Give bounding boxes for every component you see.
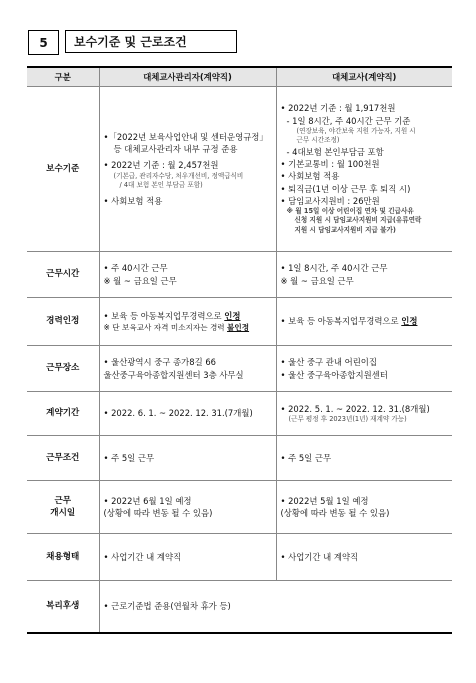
cell-pay-teacher xyxy=(276,87,452,252)
career-manager-note xyxy=(104,322,272,333)
period-teacher-line: • 2022. 5. 1. ~ 2022. 12. 31.(8개월) xyxy=(280,403,430,414)
cell-place-manager xyxy=(99,346,276,392)
section-header xyxy=(28,30,237,55)
table-row-conditions xyxy=(27,436,452,481)
cell-career-manager xyxy=(99,298,276,346)
header-teacher: 대체교사(계약직) xyxy=(276,67,452,87)
cell-welfare xyxy=(99,581,452,633)
row-label-pay: 보수기준 xyxy=(27,87,99,252)
header-manager: 대체교사관리자(계약직) xyxy=(99,67,276,87)
cell-conditions-teacher xyxy=(276,436,452,481)
hours-manager-line: • 주 40시간 근무 xyxy=(103,263,168,274)
cell-start-manager xyxy=(99,481,276,534)
row-label-period: 계약기간 xyxy=(27,392,99,436)
period-teacher-note: (근무 평정 후 2023년(1년) 재계약 가능) xyxy=(288,414,407,423)
career-note-emphasis: 불인정 xyxy=(227,323,250,333)
row-label-type: 채용형태 xyxy=(27,534,99,581)
career-manager-emphasis: 인정 xyxy=(224,310,241,321)
career-teacher-text: • 보육 등 아동복지업무경력으로 xyxy=(280,316,402,327)
type-manager-line: • 사업기간 내 계약직 xyxy=(103,551,182,562)
cell-type-teacher xyxy=(276,534,452,581)
pay-teacher-note: 신청 지원 시 담임교사지원비 지급(유류연락 xyxy=(294,216,422,225)
pay-manager-note: (기본급, 관리자수당, 처우개선비, 정액급식비 xyxy=(113,171,244,180)
cell-career-teacher xyxy=(276,298,452,346)
table-row-place xyxy=(27,346,452,392)
row-label-start xyxy=(27,481,99,534)
cell-start-teacher xyxy=(276,481,452,534)
cell-hours-manager xyxy=(99,252,276,298)
pay-manager-note: / 4대 보험 본인 부담금 포함) xyxy=(119,181,203,190)
pay-teacher-line: • 기본교통비 : 월 100천원 xyxy=(280,159,380,170)
career-note-text: ※ 단 보육교사 자격 미소지자는 경력 xyxy=(103,323,228,333)
hours-teacher-line: ※ 월 ~ 금요일 근무 xyxy=(280,275,354,286)
pay-manager-line: •「2022년 보육사업안내 및 센터운영규정」 xyxy=(103,132,268,143)
career-manager-line xyxy=(104,310,272,322)
table-row-career xyxy=(27,298,452,346)
table-row-start xyxy=(27,481,452,534)
welfare-line: • 근로기준법 준용(연월차 휴가 등) xyxy=(103,601,231,612)
cell-period-manager xyxy=(99,392,276,436)
row-label-place: 근무장소 xyxy=(27,346,99,392)
table-header-row xyxy=(27,67,452,87)
pay-teacher-note: 근무 시간조정) xyxy=(296,136,340,145)
table-row-period xyxy=(27,392,452,436)
start-teacher-line: (상황에 따라 변동 될 수 있음) xyxy=(280,508,390,518)
row-label-start-line: 개시일 xyxy=(50,508,76,518)
table-row-type xyxy=(27,534,452,581)
cell-period-teacher xyxy=(276,392,452,436)
place-teacher-line: • 울산 중구 관내 어린이집 xyxy=(280,357,377,368)
cell-conditions-manager xyxy=(99,436,276,481)
table-row-hours xyxy=(27,252,452,298)
row-label-career: 경력인정 xyxy=(27,298,99,346)
pay-teacher-note: 지원 시 담임교사지원비 지급 불가) xyxy=(294,225,396,234)
row-label-conditions: 근무조건 xyxy=(27,436,99,481)
type-teacher-line: • 사업기간 내 계약직 xyxy=(280,551,359,562)
pay-teacher-line: • 담임교사지원비 : 26만원 xyxy=(280,195,380,206)
career-manager-text: • 보육 등 아동복지업무경력으로 xyxy=(103,310,225,321)
pay-teacher-line: • 사회보험 적용 xyxy=(280,171,340,182)
conditions-manager-line: • 주 5일 근무 xyxy=(103,452,155,463)
pay-teacher-line: • 퇴직금(1년 이상 근무 후 퇴직 시) xyxy=(280,183,411,194)
place-manager-line: 울산중구육아종합지원센터 3층 사무실 xyxy=(103,369,244,380)
table-row-welfare xyxy=(27,581,452,633)
section-title: 보수기준 및 근로조건 xyxy=(65,30,237,53)
cell-place-teacher xyxy=(276,346,452,392)
pay-manager-line: • 2022년 기준 : 월 2,457천원 xyxy=(103,160,219,171)
cell-type-manager xyxy=(99,534,276,581)
row-label-hours: 근무시간 xyxy=(27,252,99,298)
pay-teacher-line: • 2022년 기준 : 월 1,917천원 xyxy=(280,103,396,114)
section-number: 5 xyxy=(28,30,59,55)
place-teacher-line: • 울산 중구육아종합지원센터 xyxy=(280,369,388,380)
career-teacher-emphasis: 인정 xyxy=(401,316,418,327)
pay-manager-line: 등 대체교사관리자 내부 규정 준용 xyxy=(113,144,238,155)
pay-teacher-note: ※ 월 15일 이상 어린이집 연차 및 긴급사유 xyxy=(286,206,414,215)
start-manager-line: • 2022년 6월 1일 예정 xyxy=(103,495,192,506)
row-label-welfare: 복리후생 xyxy=(27,581,99,633)
start-manager-line: (상황에 따라 변동 될 수 있음) xyxy=(103,508,213,518)
conditions-teacher-line: • 주 5일 근무 xyxy=(280,452,332,463)
start-teacher-line: • 2022년 5월 1일 예정 xyxy=(280,495,369,506)
hours-teacher-line: • 1일 8시간, 주 40시간 근무 xyxy=(280,263,388,274)
place-manager-line: • 울산광역시 중구 종가8길 66 xyxy=(103,357,216,368)
row-label-start-line: 근무 xyxy=(54,495,72,506)
table-row-pay xyxy=(27,87,452,252)
pay-manager-line: • 사회보험 적용 xyxy=(103,195,163,206)
pay-teacher-line: - 1일 8시간, 주 40시간 근무 기준 xyxy=(286,115,411,126)
pay-teacher-note: (연장보육, 야간보육 지원 가능자, 지원 시 xyxy=(296,126,416,135)
period-manager-line: • 2022. 6. 1. ~ 2022. 12. 31.(7개월) xyxy=(103,408,253,419)
pay-teacher-line: - 4대보험 본인부담금 포함 xyxy=(286,146,384,157)
career-teacher-line xyxy=(281,315,449,327)
conditions-table xyxy=(27,66,452,634)
cell-pay-manager xyxy=(99,87,276,252)
header-category: 구분 xyxy=(27,67,99,87)
hours-manager-line: ※ 월 ~ 금요일 근무 xyxy=(103,275,177,286)
cell-hours-teacher xyxy=(276,252,452,298)
